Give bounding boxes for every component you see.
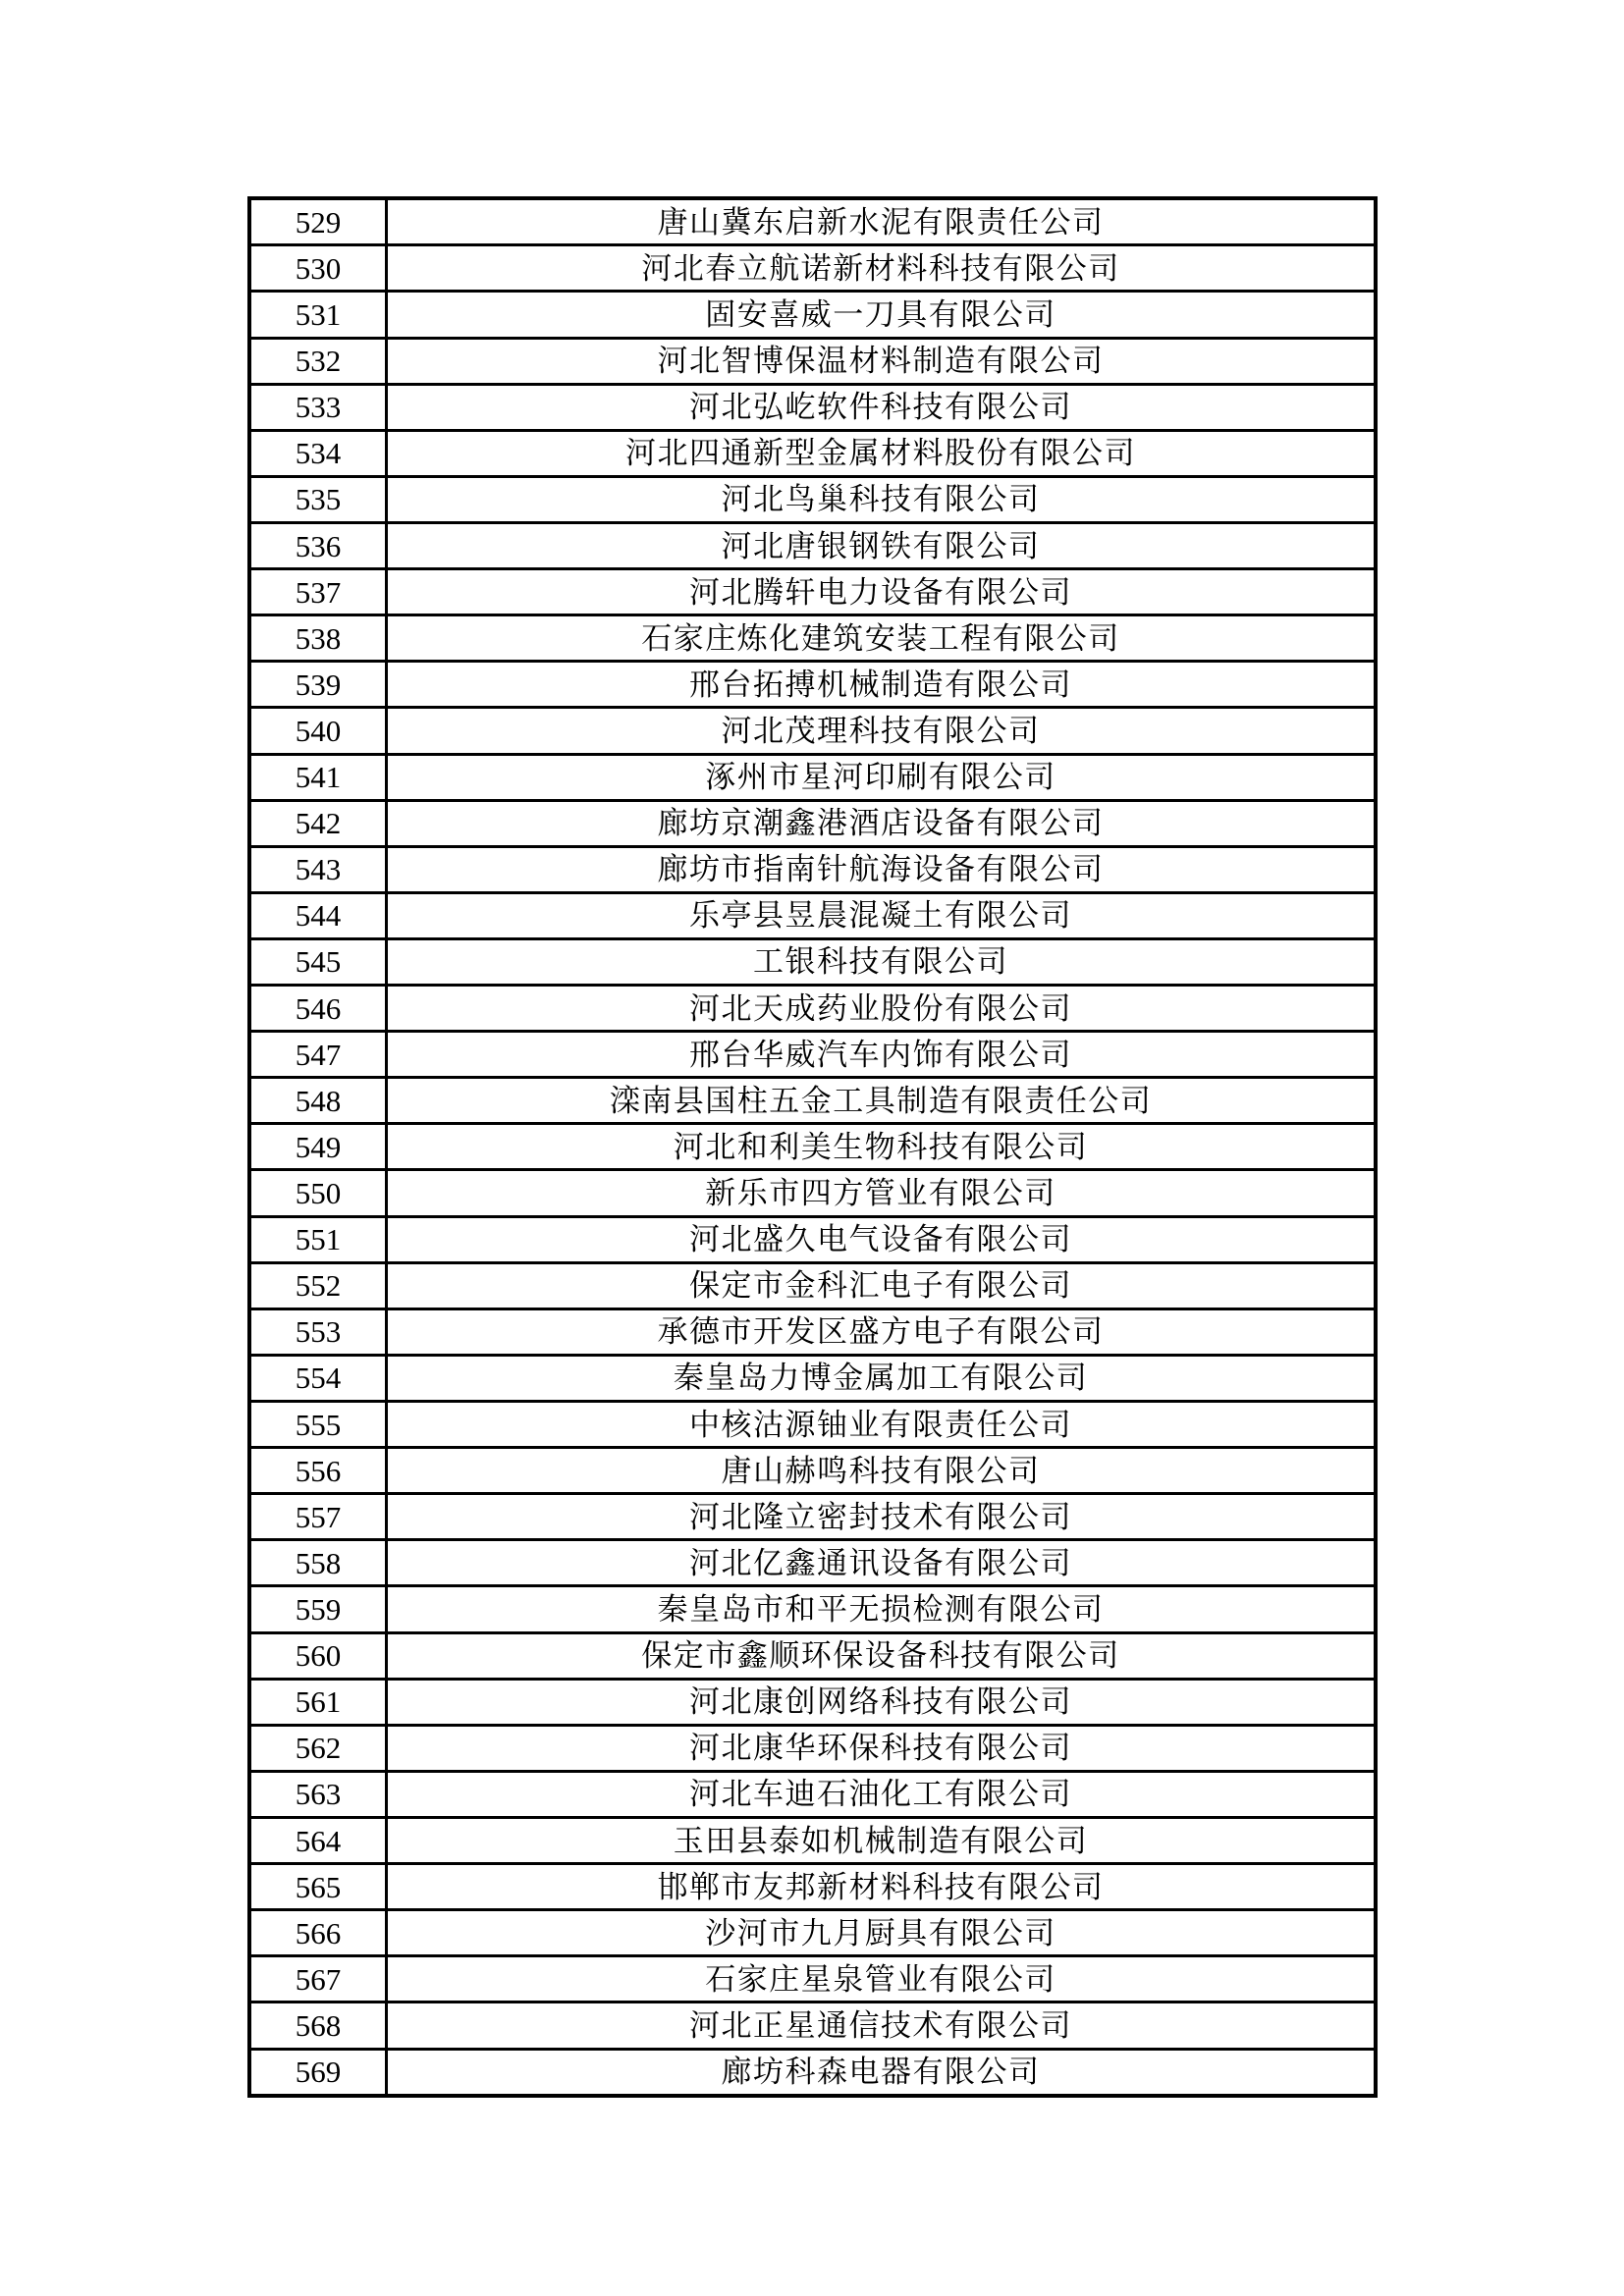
table-row [249, 198, 1376, 245]
table-row [249, 2002, 1376, 2049]
table-row [249, 1771, 1376, 1817]
table-row [249, 338, 1376, 384]
table-row [249, 1725, 1376, 1771]
company-name: 河北弘屹软件科技有限公司 [387, 384, 1377, 430]
table-row [249, 662, 1376, 708]
row-index: 566 [249, 1910, 387, 1956]
row-index: 530 [249, 245, 387, 292]
company-name: 乐亭县昱晨混凝土有限公司 [387, 892, 1377, 938]
company-name: 河北唐银钢铁有限公司 [387, 522, 1377, 568]
row-index: 537 [249, 569, 387, 615]
row-index: 551 [249, 1216, 387, 1262]
table-row [249, 384, 1376, 430]
company-name: 沙河市九月厨具有限公司 [387, 1910, 1377, 1956]
table-row [249, 2049, 1376, 2096]
table-row [249, 1402, 1376, 1448]
company-list-table [247, 196, 1378, 2098]
table-row [249, 1540, 1376, 1586]
table-row [249, 938, 1376, 985]
company-name: 固安喜威一刀具有限公司 [387, 292, 1377, 338]
company-name: 承德市开发区盛方电子有限公司 [387, 1308, 1377, 1355]
row-index: 556 [249, 1448, 387, 1494]
table-row [249, 522, 1376, 568]
row-index: 549 [249, 1124, 387, 1170]
row-index: 555 [249, 1402, 387, 1448]
row-index: 547 [249, 1032, 387, 1078]
company-name: 保定市鑫顺环保设备科技有限公司 [387, 1632, 1377, 1679]
company-name: 保定市金科汇电子有限公司 [387, 1262, 1377, 1308]
table-row [249, 1910, 1376, 1956]
company-table-body [249, 198, 1376, 2096]
table-row [249, 1679, 1376, 1725]
row-index: 569 [249, 2049, 387, 2096]
table-row [249, 1818, 1376, 1864]
row-index: 540 [249, 708, 387, 754]
company-name: 河北正星通信技术有限公司 [387, 2002, 1377, 2049]
company-name: 河北盛久电气设备有限公司 [387, 1216, 1377, 1262]
table-row [249, 1864, 1376, 1910]
table-row [249, 892, 1376, 938]
row-index: 557 [249, 1494, 387, 1540]
row-index: 532 [249, 338, 387, 384]
row-index: 531 [249, 292, 387, 338]
company-name: 河北亿鑫通讯设备有限公司 [387, 1540, 1377, 1586]
row-index: 568 [249, 2002, 387, 2049]
table-row [249, 1078, 1376, 1124]
table-row [249, 1586, 1376, 1632]
table-row [249, 800, 1376, 846]
table-row [249, 1032, 1376, 1078]
company-name: 秦皇岛市和平无损检测有限公司 [387, 1586, 1377, 1632]
company-name: 河北智博保温材料制造有限公司 [387, 338, 1377, 384]
row-index: 539 [249, 662, 387, 708]
table-row [249, 615, 1376, 662]
row-index: 535 [249, 476, 387, 522]
company-name: 滦南县国柱五金工具制造有限责任公司 [387, 1078, 1377, 1124]
table-row [249, 708, 1376, 754]
row-index: 541 [249, 754, 387, 800]
table-row [249, 1262, 1376, 1308]
table-row [249, 245, 1376, 292]
table-row [249, 1632, 1376, 1679]
company-name: 工银科技有限公司 [387, 938, 1377, 985]
row-index: 564 [249, 1818, 387, 1864]
table-row [249, 986, 1376, 1032]
row-index: 563 [249, 1771, 387, 1817]
company-name: 石家庄星泉管业有限公司 [387, 1956, 1377, 2002]
company-name: 玉田县泰如机械制造有限公司 [387, 1818, 1377, 1864]
row-index: 559 [249, 1586, 387, 1632]
row-index: 561 [249, 1679, 387, 1725]
table-row [249, 1956, 1376, 2002]
table-row [249, 1308, 1376, 1355]
company-name: 邢台拓搏机械制造有限公司 [387, 662, 1377, 708]
company-name: 秦皇岛力博金属加工有限公司 [387, 1355, 1377, 1401]
row-index: 536 [249, 522, 387, 568]
company-name: 河北康华环保科技有限公司 [387, 1725, 1377, 1771]
row-index: 545 [249, 938, 387, 985]
table-row [249, 292, 1376, 338]
table-row [249, 1355, 1376, 1401]
row-index: 546 [249, 986, 387, 1032]
row-index: 567 [249, 1956, 387, 2002]
row-index: 542 [249, 800, 387, 846]
company-name: 河北天成药业股份有限公司 [387, 986, 1377, 1032]
row-index: 544 [249, 892, 387, 938]
table-row [249, 754, 1376, 800]
company-name: 涿州市星河印刷有限公司 [387, 754, 1377, 800]
row-index: 543 [249, 846, 387, 892]
row-index: 558 [249, 1540, 387, 1586]
row-index: 560 [249, 1632, 387, 1679]
row-index: 548 [249, 1078, 387, 1124]
company-name: 新乐市四方管业有限公司 [387, 1170, 1377, 1216]
company-name: 中核沽源铀业有限责任公司 [387, 1402, 1377, 1448]
company-name: 河北和利美生物科技有限公司 [387, 1124, 1377, 1170]
company-name: 河北四通新型金属材料股份有限公司 [387, 430, 1377, 476]
company-name: 河北康创网络科技有限公司 [387, 1679, 1377, 1725]
table-row [249, 1216, 1376, 1262]
row-index: 562 [249, 1725, 387, 1771]
table-row [249, 476, 1376, 522]
row-index: 534 [249, 430, 387, 476]
row-index: 553 [249, 1308, 387, 1355]
company-name: 石家庄炼化建筑安装工程有限公司 [387, 615, 1377, 662]
company-name: 邢台华威汽车内饰有限公司 [387, 1032, 1377, 1078]
table-row [249, 569, 1376, 615]
row-index: 533 [249, 384, 387, 430]
table-row [249, 1494, 1376, 1540]
company-name: 河北鸟巢科技有限公司 [387, 476, 1377, 522]
table-row [249, 1124, 1376, 1170]
company-name: 河北春立航诺新材料科技有限公司 [387, 245, 1377, 292]
row-index: 529 [249, 198, 387, 245]
table-row [249, 430, 1376, 476]
company-name: 河北腾轩电力设备有限公司 [387, 569, 1377, 615]
company-name: 邯郸市友邦新材料科技有限公司 [387, 1864, 1377, 1910]
table-row [249, 1448, 1376, 1494]
table-row [249, 846, 1376, 892]
company-name: 廊坊科森电器有限公司 [387, 2049, 1377, 2096]
company-name: 河北车迪石油化工有限公司 [387, 1771, 1377, 1817]
company-name: 唐山赫鸣科技有限公司 [387, 1448, 1377, 1494]
row-index: 538 [249, 615, 387, 662]
table-row [249, 1170, 1376, 1216]
row-index: 552 [249, 1262, 387, 1308]
row-index: 565 [249, 1864, 387, 1910]
company-name: 廊坊京潮鑫港酒店设备有限公司 [387, 800, 1377, 846]
company-name: 河北茂理科技有限公司 [387, 708, 1377, 754]
row-index: 550 [249, 1170, 387, 1216]
company-name: 廊坊市指南针航海设备有限公司 [387, 846, 1377, 892]
row-index: 554 [249, 1355, 387, 1401]
company-name: 唐山冀东启新水泥有限责任公司 [387, 198, 1377, 245]
company-name: 河北隆立密封技术有限公司 [387, 1494, 1377, 1540]
